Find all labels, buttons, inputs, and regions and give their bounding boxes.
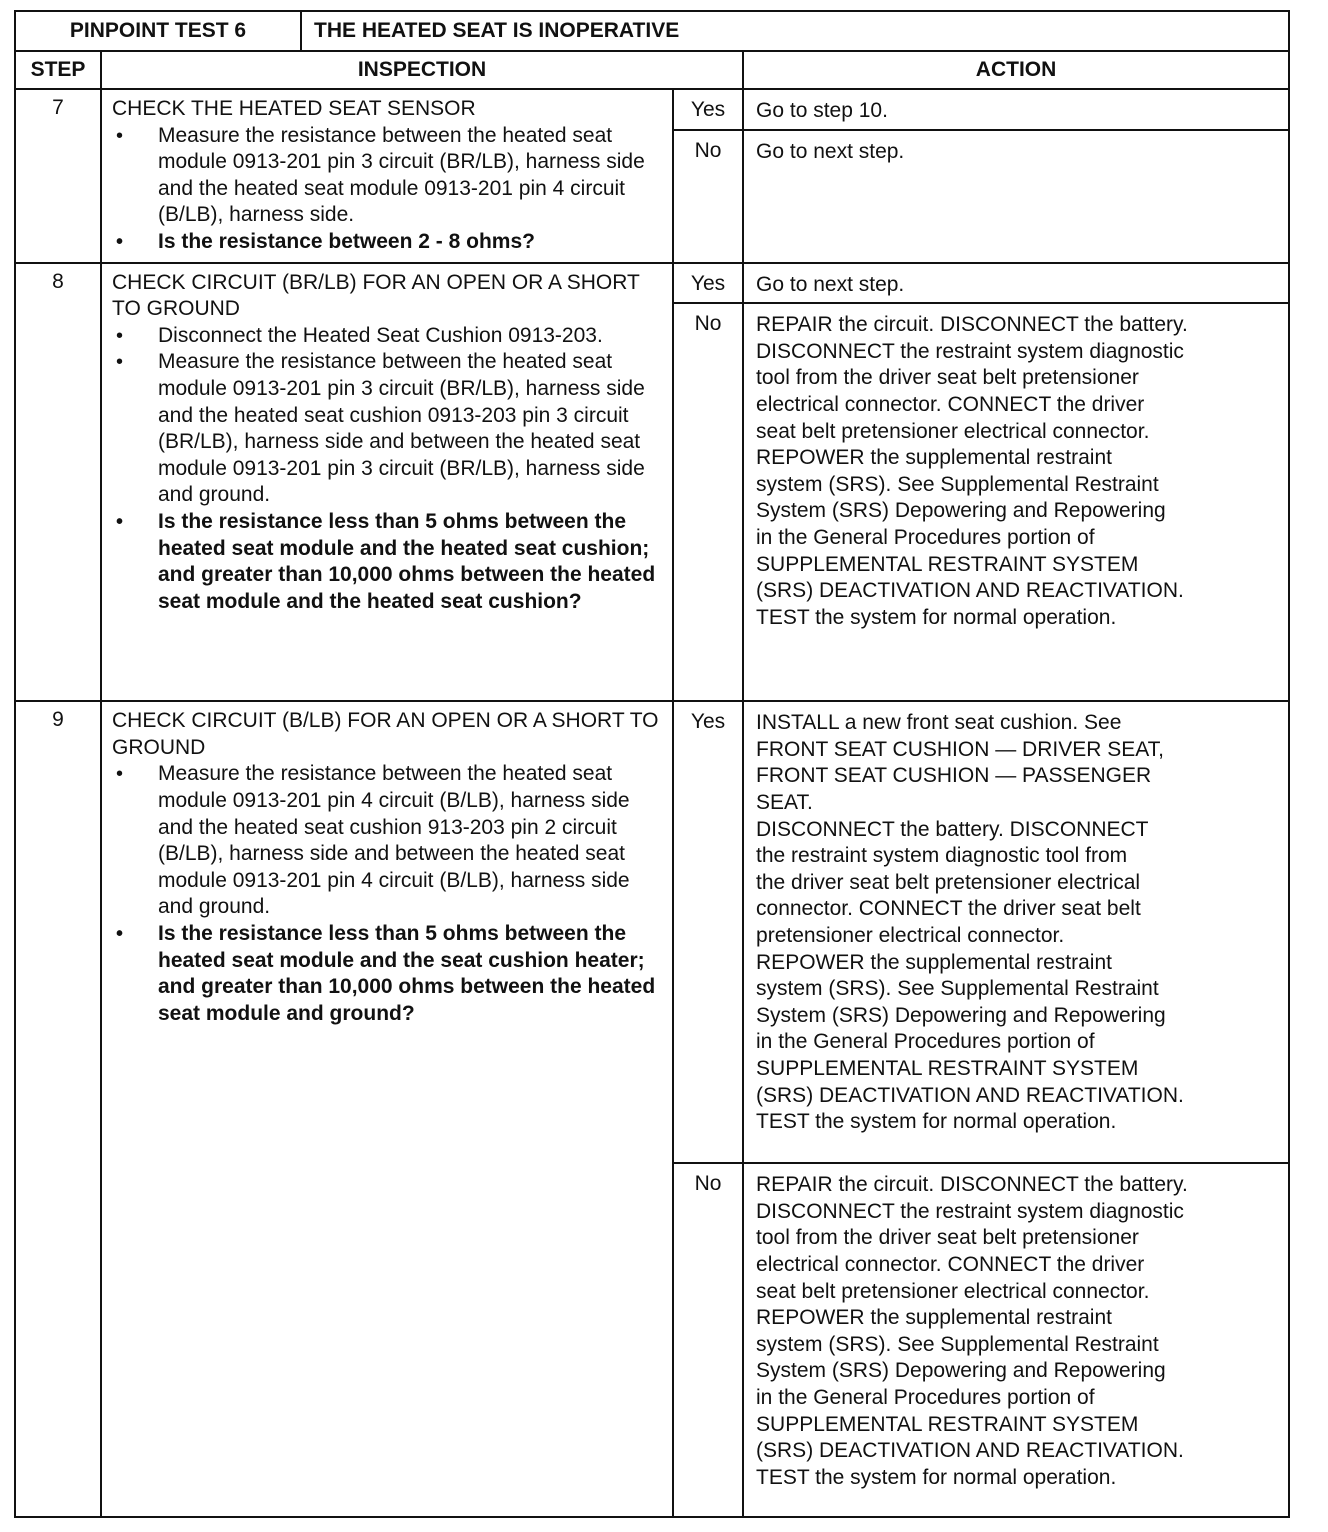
yes-action: Go to step 10. (743, 89, 1289, 130)
column-header-row (15, 51, 1289, 89)
no-action: REPAIR the circuit. DISCONNECT the battery. DISCONNECT the restraint system diagnostic tool from the driver seat belt pretensioner electrical connector. CONNECT the driver seat belt pretensioner electrical connector. REPOWER the supplemental restraint system (SRS). See Supplemental Restraint System (SRS) Depowering and Repowering in the General Procedures portion of SUPPLEMENTAL RESTRAINT SYSTEM (SRS) DEACTIVATION AND REACTIVATION. TEST the system for normal operation. (743, 1163, 1289, 1517)
step-number: 8 (15, 263, 101, 702)
step-title: CHECK CIRCUIT (B/LB) FOR AN OPEN OR A SHORT TO GROUND (112, 709, 659, 759)
step-question: • Is the resistance between 2 - 8 ohms? (112, 229, 664, 256)
yes-label: Yes (673, 701, 743, 1163)
yes-label: Yes (673, 263, 743, 304)
test-label: PINPOINT TEST 6 (15, 11, 301, 51)
no-action: Go to next step. (743, 130, 1289, 263)
step-bullet: • Measure the resistance between the heated seat module 0913-201 pin 3 circuit (BR/LB), harness side and the heated seat cushion 0913-203 pin 3 circuit (BR/LB), harness side and between the heated seat module 0913-201 pin 3 circuit (BR/LB), harness side and ground. (112, 349, 664, 509)
pinpoint-test-sheet (14, 10, 1288, 1518)
yes-action: INSTALL a new front seat cushion. See FRONT SEAT CUSHION — DRIVER SEAT, FRONT SEAT CUSHION — PASSENGER SEAT. DISCONNECT the battery. DISCONNECT the restraint system diagnostic tool from the driver seat belt pretensioner electrical connector. CONNECT the driver seat belt pretensioner electrical connector. REPOWER the supplemental restraint system (SRS). See Supplemental Restraint System (SRS) Depowering and Repowering in the General Procedures portion of SUPPLEMENTAL RESTRAINT SYSTEM (SRS) DEACTIVATION AND REACTIVATION. TEST the system for normal operation. (743, 701, 1289, 1163)
step-bullet-list (112, 761, 664, 1027)
step-question: • Is the resistance less than 5 ohms between the heated seat module and the seat cushion heater; and greater than 10,000 ohms between the heated seat module and ground? (112, 921, 664, 1027)
step-bullet-list (112, 123, 664, 256)
column-header-action: ACTION (743, 51, 1289, 89)
yes-label: Yes (673, 89, 743, 130)
no-label: No (673, 130, 743, 263)
title-row (15, 11, 1289, 51)
step-question: • Is the resistance less than 5 ohms between the heated seat module and the heated seat cushion; and greater than 10,000 ohms between the heated seat module and the heated seat cushion? (112, 509, 664, 615)
step-7-yes-row (15, 89, 1289, 130)
step-bullet: • Measure the resistance between the heated seat module 0913-201 pin 3 circuit (BR/LB), harness side and the heated seat module 0913-201 pin 4 circuit (B/LB), harness side. (112, 123, 664, 229)
step-title: CHECK THE HEATED SEAT SENSOR (112, 97, 476, 120)
step-inspection (101, 263, 673, 702)
test-title: THE HEATED SEAT IS INOPERATIVE (301, 11, 1289, 51)
step-number: 7 (15, 89, 101, 263)
no-label: No (673, 303, 743, 701)
yes-action: Go to next step. (743, 263, 1289, 304)
step-bullet: • Measure the resistance between the heated seat module 0913-201 pin 4 circuit (B/LB), harness side and the heated seat cushion 913-203 pin 2 circuit (B/LB), harness side and between the heated seat module 0913-201 pin 4 circuit (B/LB), harness side and ground. (112, 761, 664, 921)
pinpoint-test-table (14, 10, 1290, 1518)
no-action: REPAIR the circuit. DISCONNECT the battery. DISCONNECT the restraint system diagnostic tool from the driver seat belt pretensioner electrical connector. CONNECT the driver seat belt pretensioner electrical connector. REPOWER the supplemental restraint system (SRS). See Supplemental Restraint System (SRS) Depowering and Repowering in the General Procedures portion of SUPPLEMENTAL RESTRAINT SYSTEM (SRS) DEACTIVATION AND REACTIVATION. TEST the system for normal operation. (743, 303, 1289, 701)
step-9-yes-row (15, 701, 1289, 1163)
step-bullet: • Disconnect the Heated Seat Cushion 0913-203. (112, 323, 664, 350)
step-inspection (101, 701, 673, 1517)
no-label: No (673, 1163, 743, 1517)
column-header-step: STEP (15, 51, 101, 89)
step-title: CHECK CIRCUIT (BR/LB) FOR AN OPEN OR A SHORT TO GROUND (112, 270, 640, 321)
column-header-inspection: INSPECTION (101, 51, 743, 89)
step-bullet-list (112, 323, 664, 616)
step-inspection (101, 89, 673, 263)
step-number: 9 (15, 701, 101, 1517)
step-8-yes-row (15, 263, 1289, 304)
